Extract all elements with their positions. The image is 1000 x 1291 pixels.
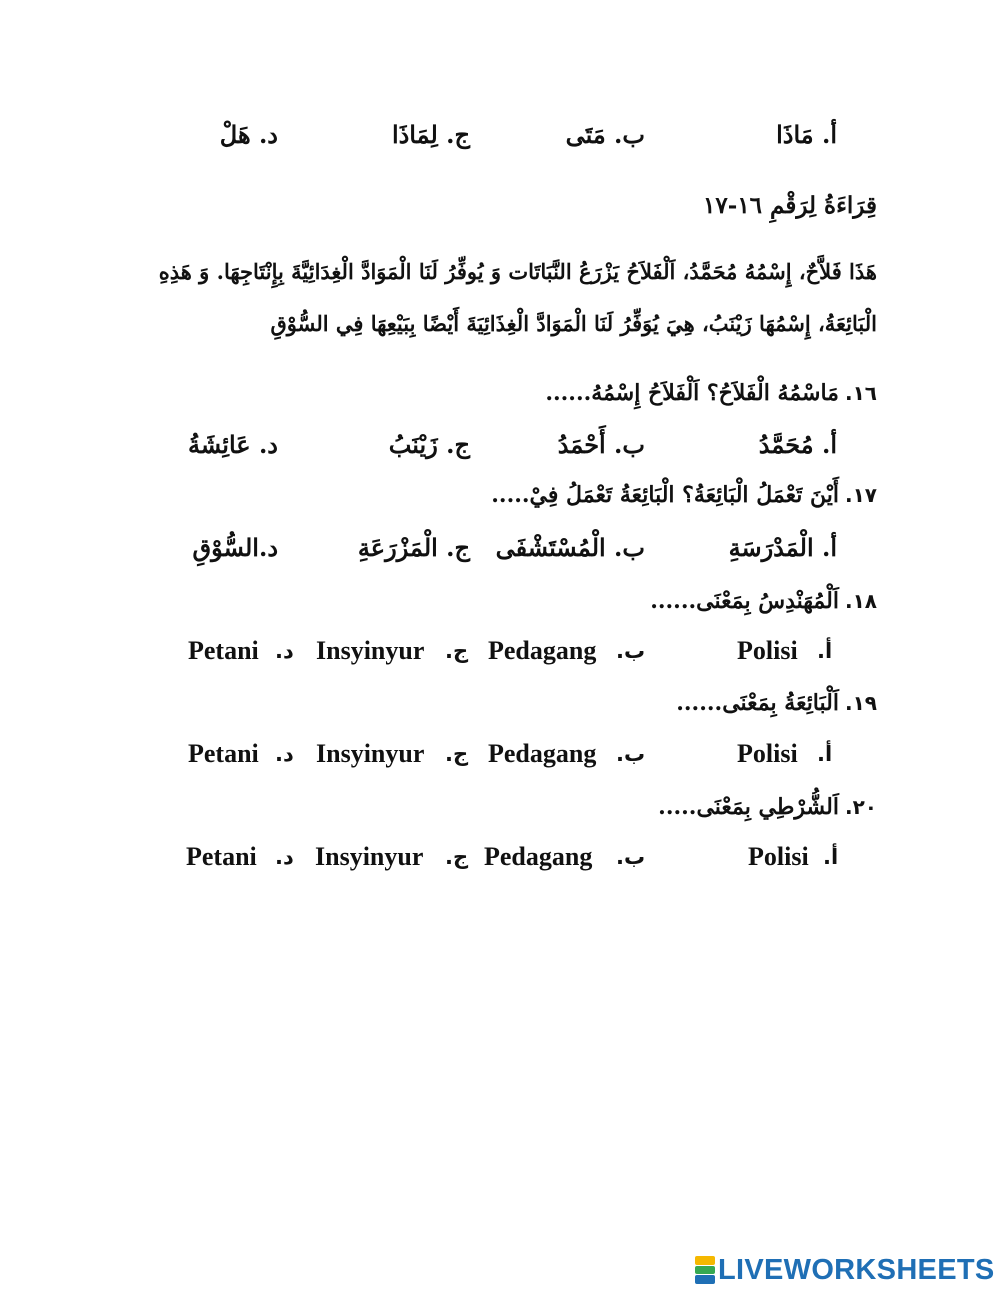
question-text: أَيْنَ تَعْمَلُ الْبَائِعَةُ؟ الْبَائِعَةُ تَعْمَلُ فِيْ..... xyxy=(491,482,839,508)
question-17-options xyxy=(0,533,1000,573)
option-a[interactable]: Polisi xyxy=(737,636,798,665)
question-number: ١٧. xyxy=(844,483,877,507)
logo-text: LIVEWORKSHEETS xyxy=(718,1253,995,1286)
question-17 xyxy=(491,482,877,508)
liveworksheets-logo[interactable] xyxy=(695,1253,995,1287)
option-b[interactable]: Pedagang xyxy=(488,739,597,768)
option-a[interactable]: Polisi xyxy=(737,739,798,768)
option-b[interactable]: Pedagang xyxy=(484,842,593,871)
question-text: اَلْمُهَنْدِسُ بِمَعْنَى...... xyxy=(650,588,839,614)
question-number: ١٦. xyxy=(844,381,877,405)
option-a-letter: أ. xyxy=(823,845,839,869)
logo-bar-green xyxy=(695,1266,715,1275)
logo-mark-icon xyxy=(695,1256,715,1284)
option-c[interactable]: Insyinyur xyxy=(315,842,424,871)
option-c-letter: ج. xyxy=(445,639,469,663)
question-number: ٢٠. xyxy=(844,795,877,819)
option-d[interactable]: د.السُّوْقِ xyxy=(192,533,278,562)
question-20-options xyxy=(0,842,1000,882)
option-a[interactable]: Polisi xyxy=(748,842,809,871)
option-c[interactable]: ج. زَيْنَبُ xyxy=(388,430,470,459)
option-d-letter: د. xyxy=(275,845,294,869)
option-a[interactable]: أ. مَاذَا xyxy=(776,120,837,149)
option-c[interactable]: ج. الْمَزْرَعَةِ xyxy=(357,533,470,562)
option-c-letter: ج. xyxy=(445,742,469,766)
option-d-letter: د. xyxy=(275,742,294,766)
question-number: ١٨. xyxy=(844,589,877,613)
option-a[interactable]: أ. الْمَدْرَسَةِ xyxy=(728,533,837,562)
question-text: مَاسْمُهُ الْفَلاَحُ؟ اَلْفَلاَحُ إِسْمُهُ...... xyxy=(545,380,839,406)
option-b-letter: ب. xyxy=(616,742,646,766)
question-text: اَلْبَائِعَةُ بِمَعْنَى...... xyxy=(676,690,839,716)
option-d[interactable]: د. هَلْ xyxy=(219,120,278,149)
question-19 xyxy=(676,690,877,716)
option-b-letter: ب. xyxy=(616,845,646,869)
option-a[interactable]: أ. مُحَمَّدُ xyxy=(758,430,837,459)
top-options-row xyxy=(0,120,1000,160)
option-d[interactable]: Petani xyxy=(188,636,259,665)
question-16-options xyxy=(0,430,1000,470)
option-d-letter: د. xyxy=(275,639,294,663)
option-c[interactable]: ج. لِمَاذَا xyxy=(391,120,470,149)
question-18 xyxy=(650,588,877,614)
option-d[interactable]: Petani xyxy=(188,739,259,768)
reading-heading: قِرَاءَةُ لِرَقْمِ ١٦-١٧ xyxy=(703,192,877,219)
logo-bar-yellow xyxy=(695,1256,715,1265)
option-b[interactable]: ب. أَحْمَدُ xyxy=(557,430,645,459)
option-b[interactable]: Pedagang xyxy=(488,636,597,665)
option-c[interactable]: Insyinyur xyxy=(316,636,425,665)
question-text: اَلشُّرْطِي بِمَعْنَى..... xyxy=(658,794,839,820)
option-a-letter: أ. xyxy=(817,639,833,663)
option-b[interactable]: ب. الْمُسْتَشْفَى xyxy=(495,533,645,562)
option-b-letter: ب. xyxy=(616,639,646,663)
question-19-options xyxy=(0,739,1000,779)
question-18-options xyxy=(0,636,1000,676)
option-c-letter: ج. xyxy=(445,845,469,869)
reading-passage: هَذَا فَلاَّحٌ، إِسْمُهُ مُحَمَّدُ، اَلْفَلاَحُ يَزْرَعُ النَّبَاتَات وَ يُوفِّرُ لَنَا الْمَوَادَّ الْغِدَائِيَّةَ بِإِنْتَاجِهَا. وَ هَذِهِ الْبَائِعَةُ، إِسْمُهَا زَيْنَبُ، هِيَ يُوَفِّرُ لَنَا الْمَوَادَّ الْغِذَائِيَةَ أَيْضًا بِبَيْعِهَا فِي السُّوْقِ xyxy=(158,259,877,336)
option-b[interactable]: ب. مَتَى xyxy=(565,120,645,149)
option-d[interactable]: Petani xyxy=(186,842,257,871)
question-16 xyxy=(545,380,877,406)
question-20 xyxy=(658,794,877,820)
option-d[interactable]: د. عَائِشَةُ xyxy=(188,430,278,459)
question-number: ١٩. xyxy=(844,691,877,715)
option-c[interactable]: Insyinyur xyxy=(316,739,425,768)
option-a-letter: أ. xyxy=(817,742,833,766)
logo-bar-blue xyxy=(695,1275,715,1284)
